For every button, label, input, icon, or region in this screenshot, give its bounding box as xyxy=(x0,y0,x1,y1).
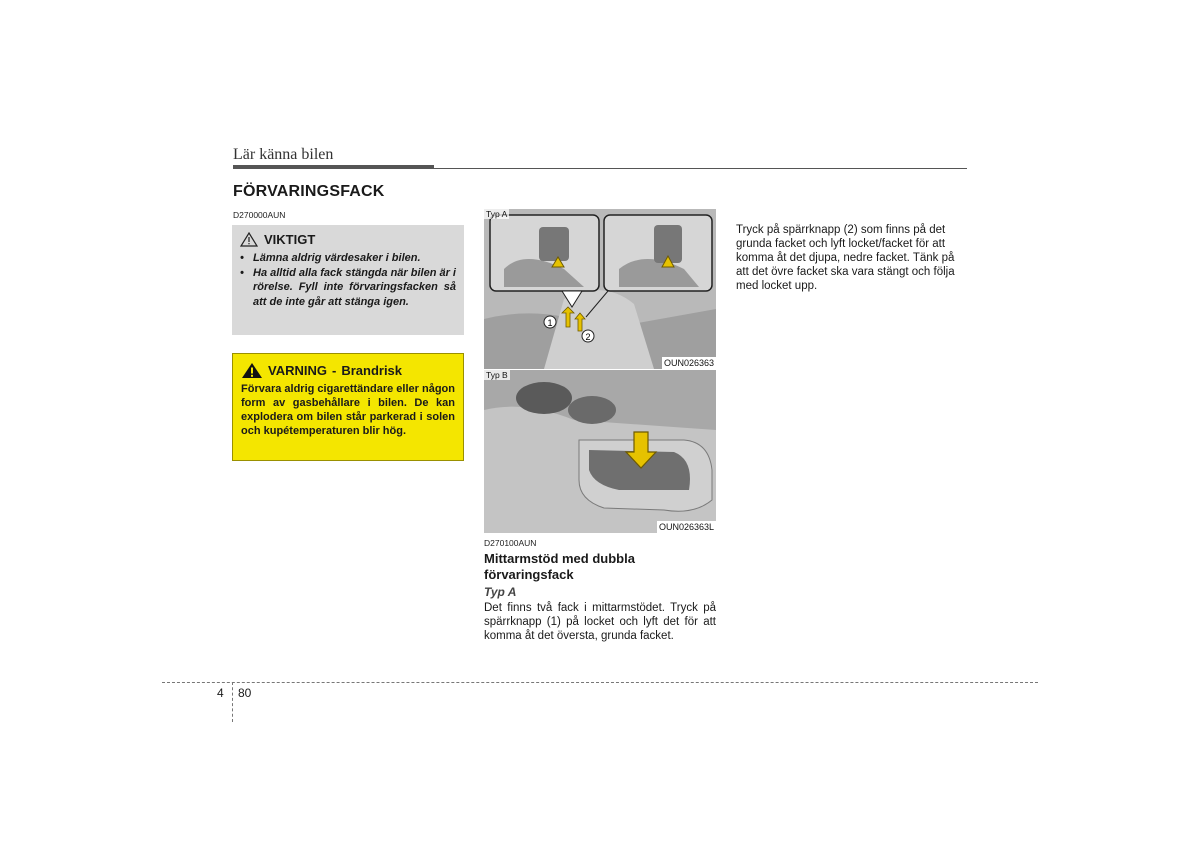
notice-list xyxy=(240,251,456,309)
paragraph-2: Tryck på spärrknapp (2) som finns på det grunda facket och lyft locket/facket för att komma åt det djupa, nedre facket. Tänk på att det övre facket ska vara stängt och följa med locket upp. xyxy=(736,224,955,292)
notice-box xyxy=(232,225,464,335)
callout-1-label: 1 xyxy=(547,318,553,328)
type-label: Typ A xyxy=(484,585,517,599)
figure-b-code: OUN026363L xyxy=(658,522,714,532)
notice-title: VIKTIGT xyxy=(264,232,316,247)
footer-rule xyxy=(162,682,1038,683)
reference-code-2: D270100AUN xyxy=(484,538,537,548)
header-rule-thick xyxy=(233,165,434,169)
figure-a-code: OUN026363 xyxy=(663,358,714,368)
armrest-illustration-a xyxy=(484,209,716,369)
caution-triangle-icon xyxy=(240,232,258,247)
warning-triangle-icon xyxy=(241,362,263,379)
warning-title-row: VARNING - Brandrisk xyxy=(241,362,455,379)
figure-type-b xyxy=(484,370,716,533)
footer-divider xyxy=(232,682,233,722)
warning-subtitle: Brandrisk xyxy=(341,363,403,378)
paragraph-1: Det finns två fack i mittarmstödet. Tryck på spärrknapp (1) på locket och lyft det för att komma åt det översta, grunda facket. xyxy=(484,602,716,642)
warning-box xyxy=(232,353,464,461)
page-number: 80 xyxy=(238,686,252,700)
chapter-number: 4 xyxy=(217,686,224,700)
notice-item: • Lämna aldrig värdesaker i bilen. xyxy=(240,252,421,264)
callout-2-label: 2 xyxy=(585,332,591,342)
notice-item: • Ha alltid alla fack stängda när bilen är i rörelse. Fyll inte förvaringsfacken så att de inte går att stänga igen. xyxy=(240,266,456,308)
figure-b-label: Typ B xyxy=(486,370,508,380)
subheading: Mittarmstöd med dubbla förvaringsfack xyxy=(484,551,635,582)
warning-title: VARNING xyxy=(268,363,327,378)
section-title: Lär känna bilen xyxy=(233,146,334,163)
figure-type-a xyxy=(484,209,716,369)
reference-code: D270000AUN xyxy=(233,210,286,220)
notice-title-row xyxy=(240,232,456,247)
armrest-illustration-b xyxy=(484,370,716,533)
header-rule-thin xyxy=(434,168,967,169)
page-heading: FÖRVARINGSFACK xyxy=(233,183,385,200)
figure-a-label: Typ A xyxy=(486,209,508,219)
warning-text: Förvara aldrig cigarettändare eller någon form av gasbehållare i bilen. De kan explodera om bilen står parkerad i solen och kupétemperaturen blir hög. xyxy=(241,383,455,437)
